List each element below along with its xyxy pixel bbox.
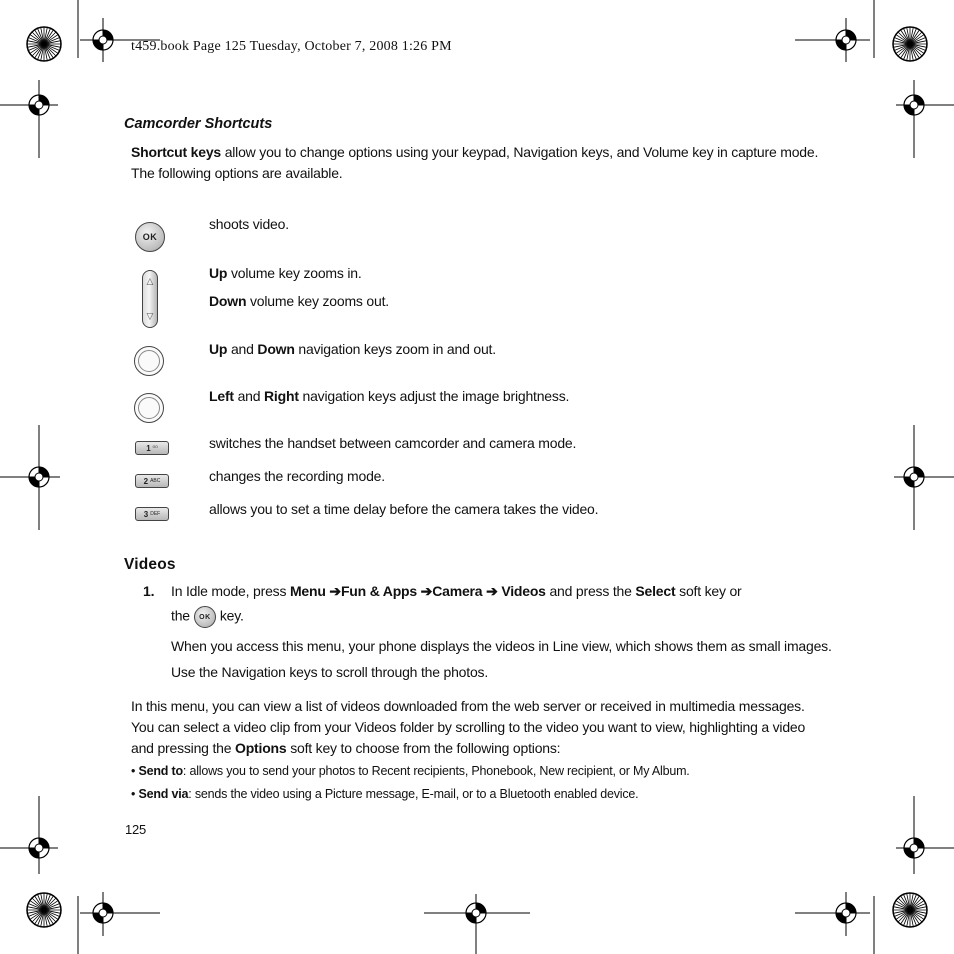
send-to-label: Send to: [138, 764, 183, 778]
volume-up-text: volume key zooms in.: [227, 265, 362, 281]
camera-label: Camera: [432, 583, 483, 599]
menu-label: Menu: [289, 583, 326, 599]
ok-key-label: OK: [142, 232, 158, 242]
key-1-digit: 1: [146, 443, 151, 453]
key-2-subtext: ABC: [150, 478, 161, 484]
volume-down-bold: Down: [209, 293, 247, 309]
send-via-label: Send via: [138, 787, 189, 801]
videos-label: Videos: [501, 583, 546, 599]
nav-up-down-text: navigation keys zoom in and out.: [294, 341, 496, 357]
key-2-digit: 2: [143, 476, 149, 486]
fun-apps-label: Fun & Apps: [340, 583, 417, 599]
ok-key-inline-label: OK: [199, 613, 211, 621]
ok-key-inline-icon: [194, 606, 216, 628]
ok-key-description: shoots video.: [209, 216, 289, 232]
volume-down-text: volume key zooms out.: [246, 293, 389, 309]
nav-left-right-text: navigation keys adjust the image brightness.: [298, 388, 570, 404]
key-1-icon: [135, 441, 169, 455]
send-via-text: : sends the video using a Picture message, E-mail, or to a Bluetooth enabled device.: [188, 787, 639, 801]
step-1-mid: and press the: [545, 583, 636, 599]
key-3-description: allows you to set a time delay before the camera takes the video.: [209, 501, 599, 517]
arrow-right-icon: ➔: [482, 583, 502, 599]
arrow-right-icon: ➔: [416, 583, 433, 599]
step-1-continuation: [171, 606, 244, 628]
step-1-end: soft key or: [675, 583, 742, 599]
intro-paragraph: [131, 144, 818, 160]
bullet-send-to: [131, 764, 690, 778]
nav-right-bold: Right: [264, 388, 299, 404]
section-title-videos: Videos: [124, 556, 176, 573]
step-number: [143, 583, 154, 599]
print-header: t459.book Page 125 Tuesday, October 7, 2008 1:26 PM: [131, 39, 452, 54]
step-1-text: [171, 583, 742, 600]
volume-down-description: [209, 293, 389, 309]
options-label: Options: [235, 740, 287, 756]
volume-up-description: [209, 265, 362, 281]
key-text: key.: [219, 607, 244, 624]
key-3-digit: 3: [143, 509, 149, 519]
nav-up-bold: Up: [209, 341, 228, 357]
nav-left-right-description: [209, 388, 569, 404]
intro-line-2: The following options are available.: [131, 165, 343, 181]
select-label: Select: [635, 583, 676, 599]
intro-bold: Shortcut keys: [131, 144, 221, 160]
the-text: the: [171, 607, 190, 624]
key-2-icon: [135, 474, 169, 488]
step-1-number: 1.: [143, 583, 155, 599]
bullet-send-via: [131, 787, 638, 801]
para3-end: soft key to choose from the following options:: [286, 740, 561, 756]
intro-text: allow you to change options using your keypad, Navigation keys, and Volume key in capture mode.: [221, 144, 819, 160]
navigation-key-left-right-icon: [134, 393, 164, 423]
volume-up-bold: Up: [209, 265, 228, 281]
page-number: 125: [125, 822, 147, 837]
key-3-icon: [135, 507, 169, 521]
ok-key-icon: [135, 222, 165, 252]
key-1-description: switches the handset between camcorder and camera mode.: [209, 435, 577, 451]
volume-key-icon: [142, 270, 158, 328]
key-1-subtext: ᴼᴼ: [152, 445, 158, 451]
nav-and-text: and: [227, 341, 258, 357]
bullet-icon: •: [131, 787, 136, 801]
step-1-line-3: Use the Navigation keys to scroll through the photos.: [171, 664, 489, 680]
nav-left-bold: Left: [209, 388, 234, 404]
videos-paragraph-line-2: You can select a video clip from your Videos folder by scrolling to the video you want to view, highlighting a video: [131, 719, 806, 735]
step-1-lead: In Idle mode, press: [171, 583, 290, 599]
nav-up-down-description: [209, 341, 496, 357]
send-to-text: : allows you to send your photos to Recent recipients, Phonebook, New recipient, or My Album.: [182, 764, 690, 778]
nav-down-bold: Down: [257, 341, 295, 357]
nav-and-text-2: and: [233, 388, 265, 404]
step-1-line-2: When you access this menu, your phone displays the videos in Line view, which shows them as small images.: [171, 638, 832, 654]
navigation-key-up-down-icon: [134, 346, 164, 376]
videos-paragraph-line-3: [131, 740, 560, 756]
section-title-camcorder-shortcuts: Camcorder Shortcuts: [124, 116, 273, 132]
videos-paragraph-line-1: In this menu, you can view a list of videos downloaded from the web server or received in multimedia messages.: [131, 698, 805, 714]
para3-lead: and pressing the: [131, 740, 236, 756]
key-2-description: changes the recording mode.: [209, 468, 385, 484]
arrow-right-icon: ➔: [325, 583, 341, 599]
volume-down-icon: ▽: [146, 311, 154, 321]
bullet-icon: •: [131, 764, 136, 778]
volume-up-icon: △: [146, 276, 154, 286]
key-3-subtext: DEF: [150, 511, 161, 517]
